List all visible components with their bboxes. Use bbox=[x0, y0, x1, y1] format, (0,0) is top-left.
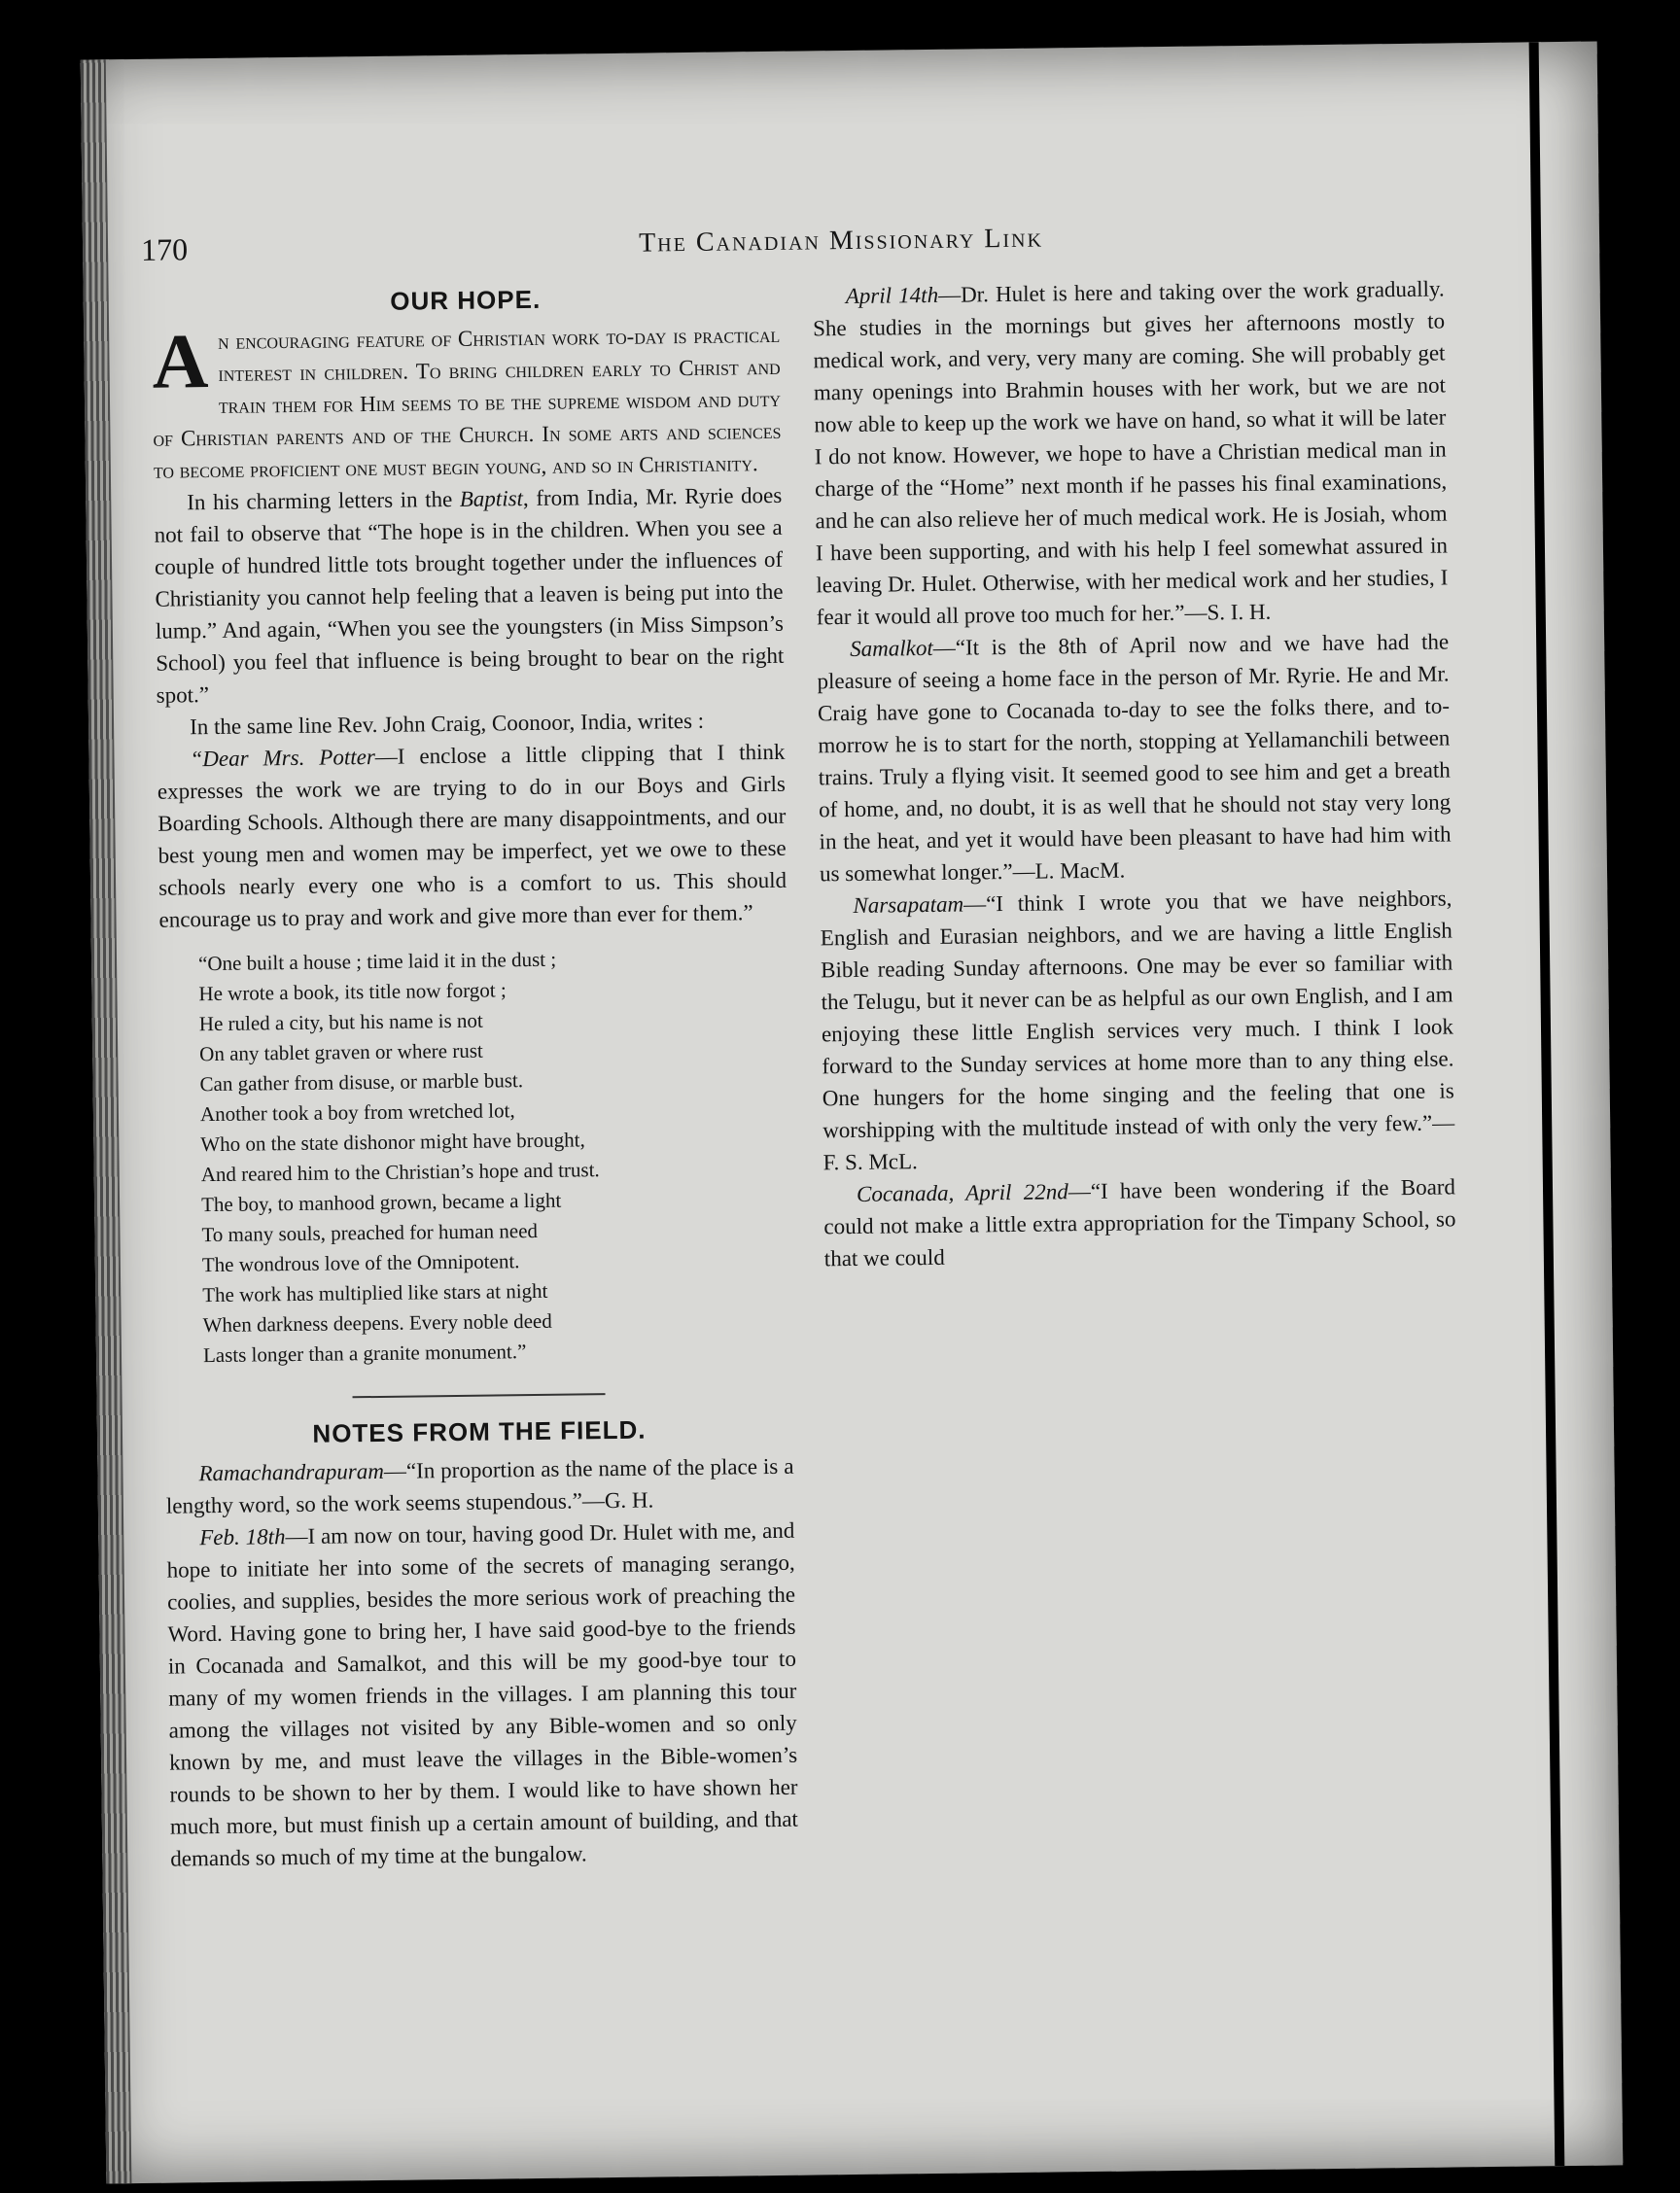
poem bbox=[198, 942, 792, 1371]
note-place: Cocanada, April 22nd bbox=[856, 1179, 1068, 1206]
poem-line: “One built a house ; time laid it in the dust ; bbox=[197, 947, 557, 976]
poem-line: And reared him to the Christian’s hope and trust. bbox=[200, 1158, 600, 1187]
poem-line: Another took a boy from wretched lot, bbox=[199, 1098, 515, 1127]
note-text: —Dr. Hulet is here and taking over the work gradually. She studies in the mornings but gives her afternoons mostly to medical work, and very, very many are coming. She will probably get many openings into Brahmin houses with her work, but we are not now able to keep up the work we have on hand, so what it will be later I do not know. However, we hope to have a Christian medical man in charge of the “Home” next month if he passes his final examinations, and he can also relieve her of much medical work. He is Josiah, whom I have been supporting, and with his help I feel somewhat assured in leaving Dr. Hulet. Otherwise, with her medical work and her studies, I fear it would all prove too much for her.”—S. I. H. bbox=[812, 276, 1449, 630]
letter-text: —I enclose a little clipping that I think expresses the work we are trying to do in our Boys and Girls Boarding Schools. Although there are many disappointments, and our best young men and women may be imperfect, yet we owe to these schools nearly every one who is a comfort to us. This should encourage us to pray and work and give more than ever for them.” bbox=[157, 739, 788, 932]
our-hope-title: OUR HOPE. bbox=[390, 284, 542, 316]
note-place: Feb. 18th bbox=[199, 1524, 286, 1550]
note-place: Narsapatam bbox=[853, 891, 964, 918]
our-hope-paragraph-2 bbox=[154, 479, 785, 712]
page-number: 170 bbox=[140, 231, 189, 267]
our-hope-paragraph-4 bbox=[157, 736, 787, 936]
note-text: —“In proportion as the name of the place is a lengthy word, so the work seems stupendous.”—G. H. bbox=[165, 1453, 794, 1518]
baptist-title: Baptist bbox=[459, 486, 524, 511]
poem-line: Can gather from disuse, or marble bust. bbox=[199, 1068, 524, 1096]
running-title: The Canadian Missionary Link bbox=[638, 223, 1044, 259]
poem-line: When darkness deepens. Every noble deed bbox=[202, 1308, 552, 1338]
poem-line: The wondrous love of the Omnipotent. bbox=[201, 1249, 520, 1277]
note-narsapatam bbox=[820, 882, 1455, 1178]
book-page bbox=[81, 42, 1624, 2184]
right-column bbox=[813, 272, 1456, 1274]
left-column bbox=[152, 281, 799, 1875]
poem-line: The boy, to manhood grown, became a light bbox=[200, 1188, 562, 1217]
note-cocanada bbox=[823, 1170, 1456, 1274]
poem-line: Who on the state dishonor might have brought, bbox=[200, 1128, 585, 1157]
note-text: —“It is the 8th of April now and we have had the pleasure of seeing a home face in the person of Mr. Ryrie. He and Mr. Craig have gone to Cocanada to-day to see the folks there, and to-morrow he is to start for the north, stopping at Yellamanchili between trains. Truly a flying visit. It seemed good to see him and get a breath of home, and, no doubt, it is as well that he should not stay very long in the heat, and yet it would have been pleasant to have had him with us somewhat longer.”—L. MacM. bbox=[817, 629, 1452, 887]
note-april-14th bbox=[813, 272, 1449, 633]
letter-salutation: “Dear Mrs. Potter bbox=[190, 744, 375, 772]
binding-shadow bbox=[1529, 42, 1565, 2166]
note-place: April 14th bbox=[845, 282, 939, 309]
poem-line: The work has multiplied like stars at night bbox=[202, 1278, 548, 1307]
notes-title: NOTES FROM THE FIELD. bbox=[312, 1414, 647, 1448]
note-text: —“I think I wrote you that we have neighbors, English and Eurasian neighbors, and we are having a little English Bible reading Sunday afternoons. One may be ever so familiar with the Telugu, but it never can be as helpful as our own English, and I am enjoying these little English services very much. I think I look forward to the Sunday services at home more than to any thing else. One hungers for the home singing and the feeling that one is worshipping with the multitude instead of with only the very few.”—F. S. McL. bbox=[820, 886, 1455, 1175]
section-divider bbox=[353, 1393, 606, 1398]
note-text: —I am now on tour, having good Dr. Hulet with me, and hope to initiate her into some of the secrets of managing serango, coolies, and supplies, besides the more serious work of preaching the Word. Having gone to bring her, I have said good-bye to the friends in Cocanada and Samalkot, and this will be my good-bye tour to many of my women friends in the villages. I am planning this tour among the villages not visited by any Bible-women and so only known by me, and must leave the villages in the Bible-women’s rounds to be shown to her by them. I would like to have shown her much more, but must finish up a certain amount of building, and that demands so much of my time at the bungalow. bbox=[166, 1517, 799, 1871]
poem-line: He ruled a city, but his name is not bbox=[198, 1008, 483, 1036]
drop-cap: A bbox=[151, 319, 209, 405]
poem-line: He wrote a book, its title now forgot ; bbox=[198, 978, 507, 1006]
our-hope-paragraph-3: In the same line Rev. John Craig, Coonoor, India, writes : bbox=[189, 708, 705, 740]
note-feb-18th bbox=[166, 1514, 798, 1875]
p1-text: n encouraging feature of Christian work to-day is practical interest in children. To bring children early to Christ and train them for Him seems to be the supreme wisdom and duty of Christian parents and of the Church. In some arts and sciences to become proficient one must begin young, and so in Christianity. bbox=[153, 322, 782, 483]
page-header bbox=[141, 215, 1541, 271]
p2-post: , from India, Mr. Ryrie does not fail to observe that “The hope is in the children. When you see a couple of hundred little tots brought together under the influences of Christianity you cannot help feeling that a leaven is being put into the lump.” And again, “When you see the youngsters (in Miss Simpson’s School) you feel that influence is being brought to bear on the right spot.” bbox=[154, 482, 785, 708]
note-ramachandrapuram bbox=[165, 1450, 794, 1522]
note-samalkot bbox=[817, 625, 1452, 889]
poem-line: On any tablet graven or where rust bbox=[199, 1038, 483, 1066]
poem-line: To many souls, preached for human need bbox=[201, 1218, 539, 1247]
note-place: Samalkot bbox=[850, 635, 933, 661]
poem-line: Lasts longer than a granite monument.” bbox=[202, 1340, 527, 1368]
note-place: Ramachandrapuram bbox=[198, 1458, 385, 1486]
note-text: —“I have been wondering if the Board could not make a little extra appropriation for the Timpany School, so that we could bbox=[823, 1174, 1456, 1271]
our-hope-paragraph-1 bbox=[152, 319, 782, 487]
p2-pre: In his charming letters in the bbox=[187, 486, 460, 515]
page-edges bbox=[81, 59, 132, 2183]
